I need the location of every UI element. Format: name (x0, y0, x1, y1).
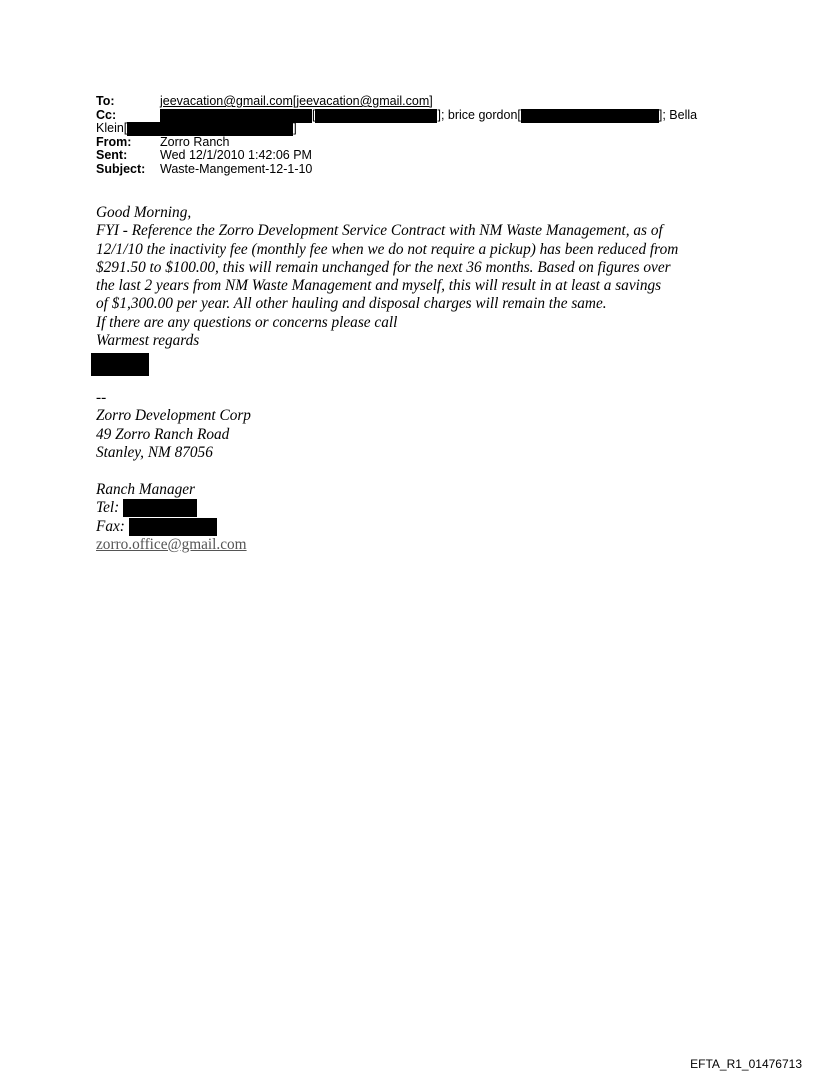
email-link[interactable]: zorro.office@gmail.com (96, 535, 247, 553)
cc-separator-bella: ]; Bella (658, 107, 698, 122)
email-body (96, 204, 736, 350)
email-row (96, 536, 396, 554)
signature-block (96, 389, 396, 462)
body-line: $291.50 to $100.00, this will remain unchanged for the next 36 months. Based on figures over (96, 258, 671, 276)
sent-value: Wed 12/1/2010 1:42:06 PM (160, 148, 312, 162)
redaction-block (160, 109, 312, 123)
cc-line2-prefix: Klein[ (96, 121, 128, 135)
signature-separator: -- (96, 389, 107, 406)
redaction-block (127, 122, 293, 136)
fax-label: Fax: (96, 517, 125, 535)
email-header (96, 95, 736, 176)
redaction-block (315, 109, 437, 123)
cc-separator-brice: ]; brice gordon[ (437, 107, 521, 122)
body-line: of $1,300.00 per year. All other hauling and disposal charges will remain the same. (96, 295, 607, 313)
to-row (96, 95, 736, 109)
subject-label: Subject: (96, 161, 146, 176)
body-line: If there are any questions or concerns please call (96, 313, 398, 331)
cc-value (160, 109, 697, 123)
document-id: EFTA_R1_01476713 (690, 1057, 802, 1071)
from-label: From: (96, 134, 132, 149)
body-line: Warmest regards (96, 332, 200, 350)
body-line: FYI - Reference the Zorro Development Service Contract with NM Waste Management, as of (96, 222, 663, 240)
address-line-1: 49 Zorro Ranch Road (96, 425, 230, 443)
body-line: the last 2 years from NM Waste Management and myself, this will result in at least a savings (96, 277, 662, 295)
body-line: 12/1/10 the inactivity fee (monthly fee when we do not require a pickup) has been reduced from (96, 240, 679, 258)
cc-label: Cc: (96, 107, 117, 122)
cc-line2-suffix: ] (293, 121, 297, 135)
redacted-fax (129, 518, 217, 536)
redaction-block (521, 109, 659, 123)
from-row (96, 136, 736, 150)
contact-block (96, 481, 396, 554)
job-title: Ranch Manager (96, 481, 195, 498)
sent-row (96, 149, 736, 163)
company-name: Zorro Development Corp (96, 407, 251, 425)
fax-row (96, 518, 396, 536)
to-value[interactable]: jeevacation@gmail.com[jeevacation@gmail.com] (160, 94, 433, 108)
cc-bracket-open: [ (312, 107, 316, 122)
cc-continuation-row (96, 122, 736, 136)
cc-row (96, 109, 736, 123)
to-label: To: (96, 94, 115, 108)
sent-label: Sent: (96, 148, 128, 162)
subject-value: Waste-Mangement-12-1-10 (160, 161, 313, 176)
body-line: Good Morning, (96, 204, 192, 221)
redacted-signer-name (91, 353, 149, 376)
from-value: Zorro Ranch (160, 134, 230, 149)
tel-row (96, 499, 396, 517)
tel-label: Tel: (96, 499, 120, 517)
subject-row (96, 163, 736, 177)
address-line-2: Stanley, NM 87056 (96, 443, 213, 461)
redacted-tel (123, 499, 197, 517)
